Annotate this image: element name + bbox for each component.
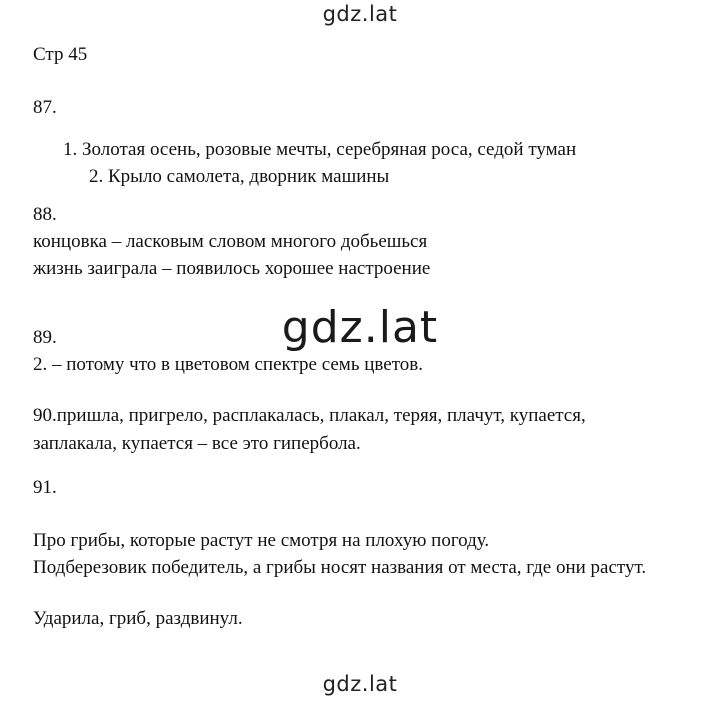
- task-87-item-1: 1. Золотая осень, розовые мечты, серебряная роса, седой туман: [63, 139, 577, 160]
- task-90-line-1: 90.пришла, пригрело, расплакалась, плакал, теряя, плачут, купается,: [33, 405, 586, 426]
- task-91-number: 91.: [33, 477, 57, 498]
- task-91-line-3: Ударила, гриб, раздвинул.: [33, 608, 243, 629]
- task-89-line-1: 2. – потому что в цветовом спектре семь цветов.: [33, 354, 423, 375]
- task-88-line-2: жизнь заиграла – появилось хорошее настроение: [33, 258, 431, 279]
- task-88-number: 88.: [33, 204, 57, 225]
- task-87-number: 87.: [33, 97, 57, 118]
- task-91-line-1: Про грибы, которые растут не смотря на плохую погоду.: [33, 530, 490, 551]
- watermark-top: gdz.lat: [322, 2, 398, 26]
- task-91-line-2: Подберезовик победитель, а грибы носят названия от места, где они растут.: [33, 557, 647, 578]
- page-number: Стр 45: [33, 44, 88, 65]
- task-87-item-2: 2. Крыло самолета, дворник машины: [89, 166, 390, 187]
- task-89-number: 89.: [33, 327, 57, 348]
- task-90-line-2: заплакала, купается – все это гипербола.: [33, 433, 361, 454]
- task-88-line-1: концовка – ласковым словом многого добьешься: [33, 231, 428, 252]
- watermark-bottom: gdz.lat: [322, 672, 398, 696]
- watermark-middle: gdz.lat: [281, 302, 439, 353]
